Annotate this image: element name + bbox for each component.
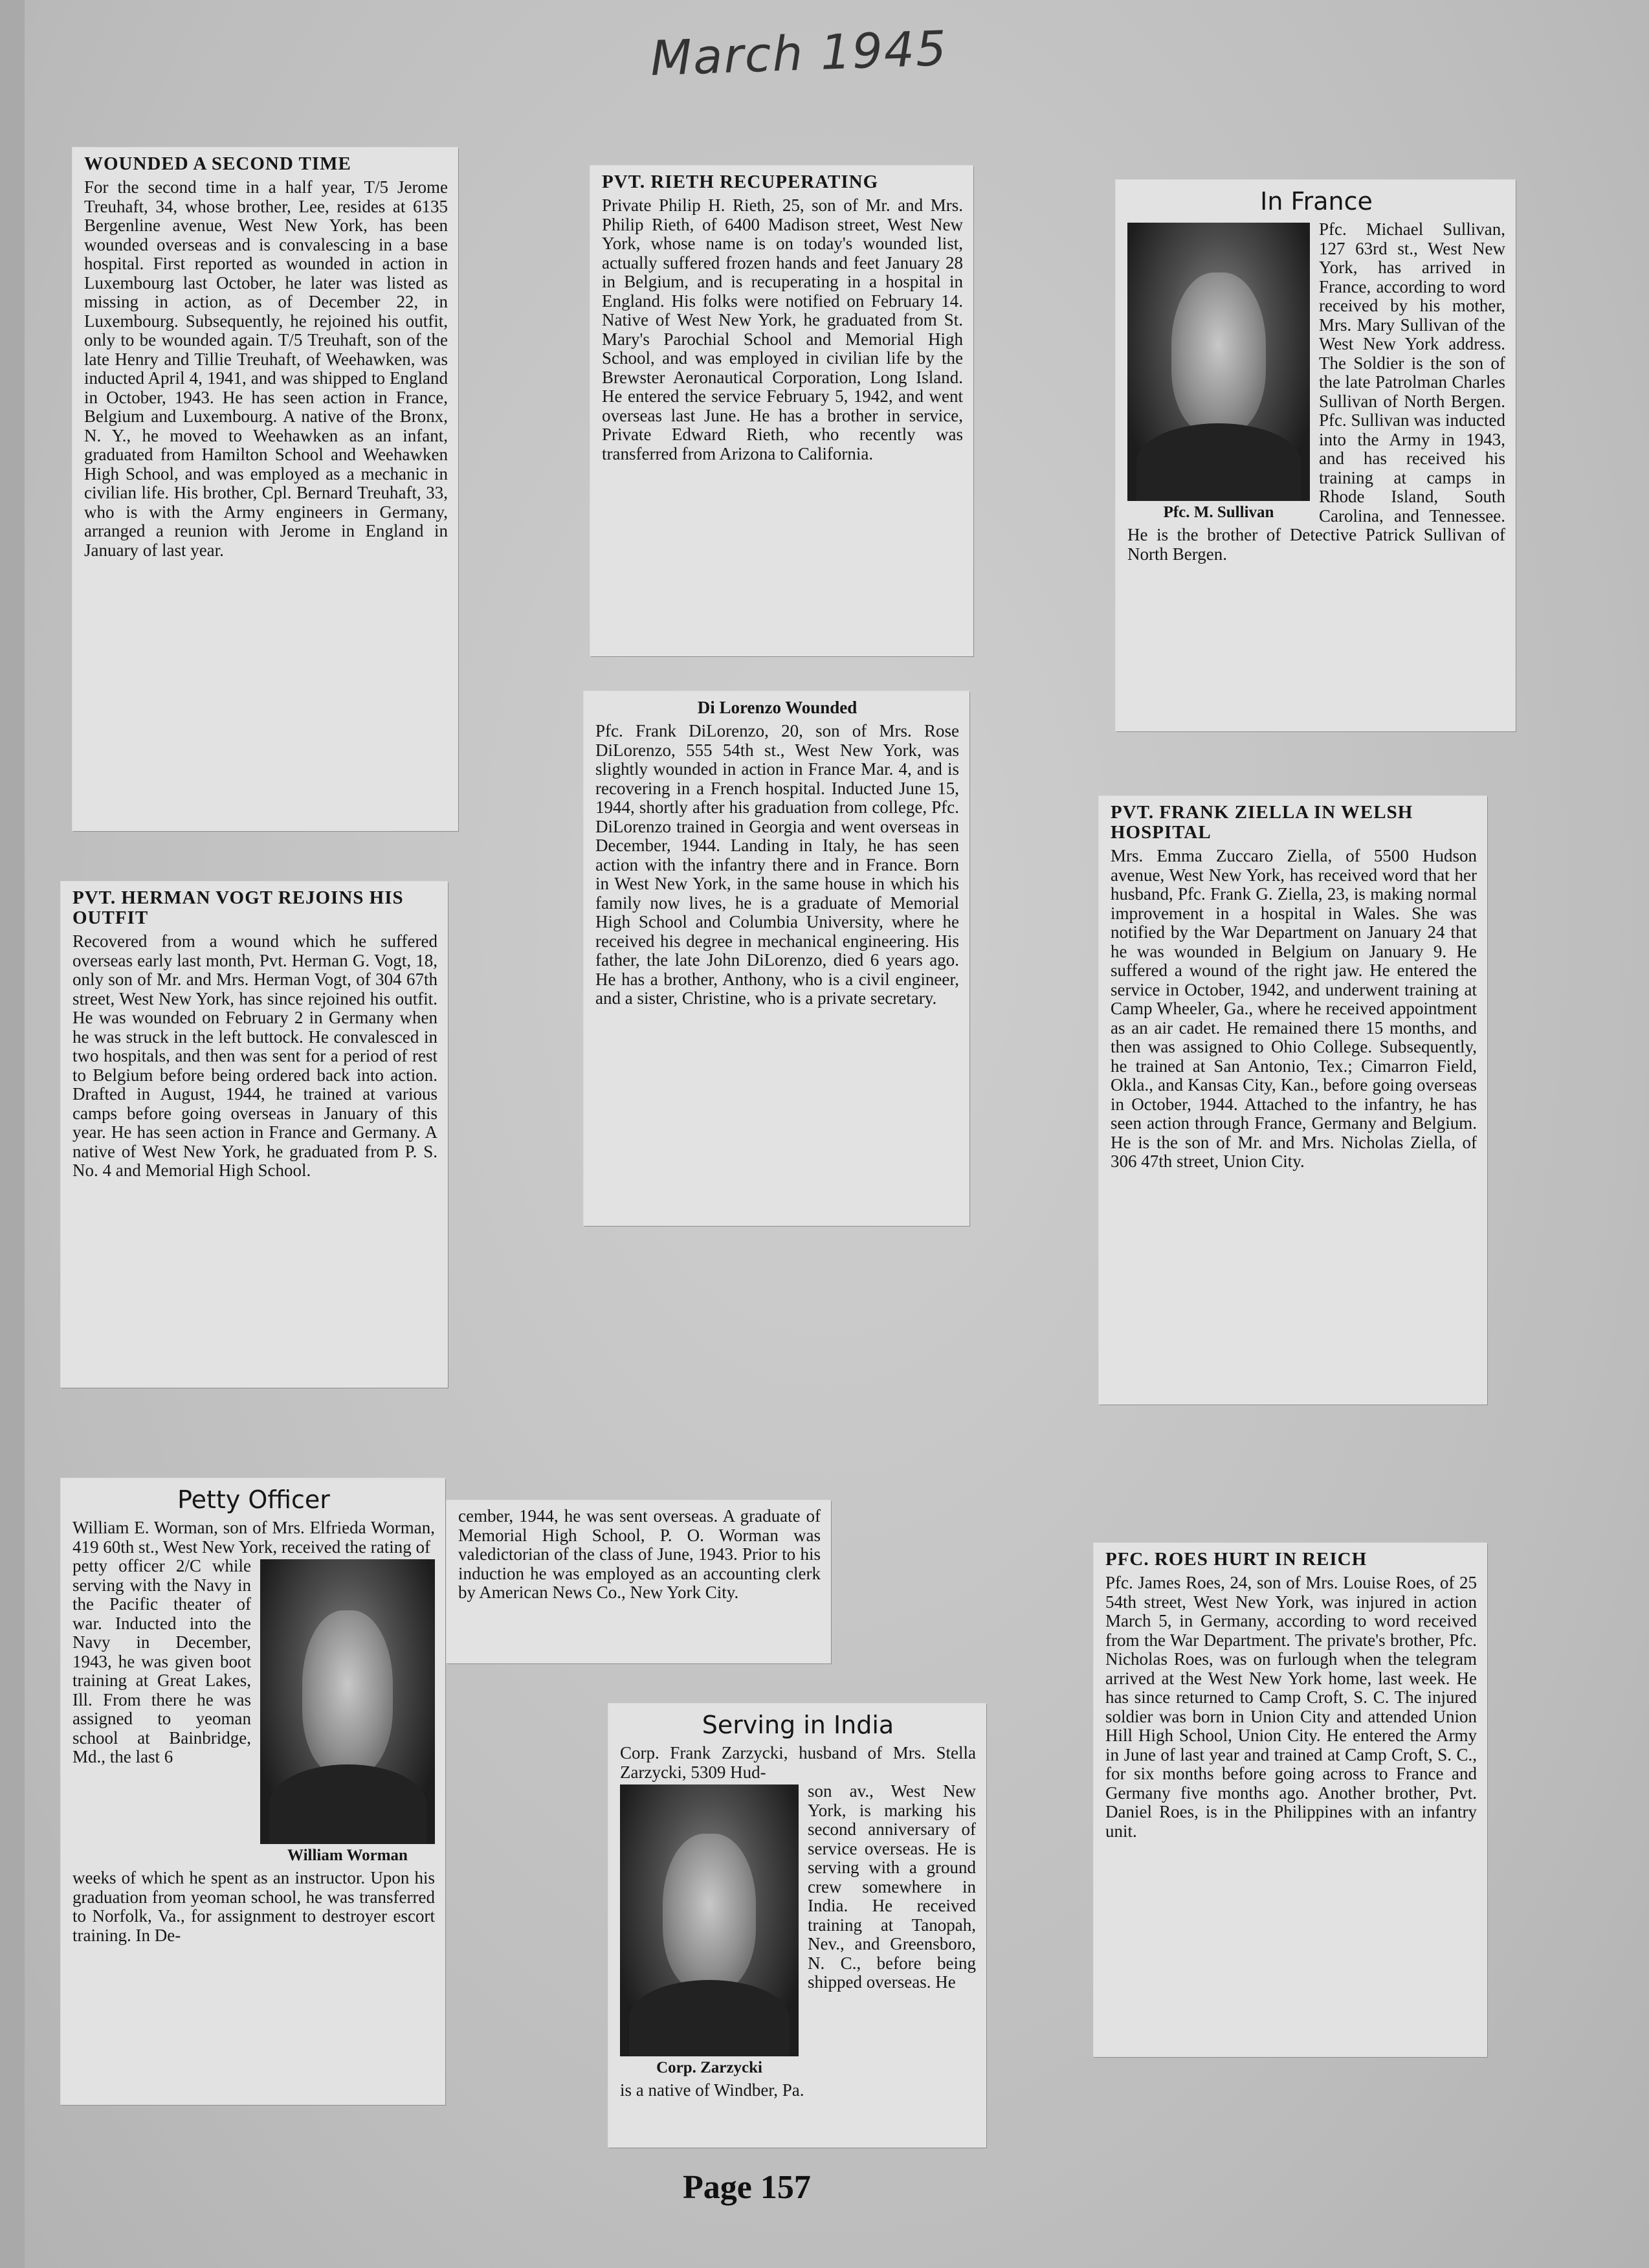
photo-frame: [1127, 223, 1310, 522]
clipping-headline: Petty Officer: [177, 1485, 330, 1514]
photo-caption: Pfc. M. Sullivan: [1163, 504, 1274, 521]
clipping-zarzycki: [608, 1704, 986, 2148]
portrait-photo: [1127, 223, 1310, 501]
clipping-body-intro: William E. Worman, son of Mrs. Elfrieda Worman, 419 60th st., West New York, received the rating of: [72, 1518, 435, 1557]
clipping-body-intro: Corp. Frank Zarzycki, husband of Mrs. Stella Zarzycki, 5309 Hud-: [620, 1743, 976, 1782]
photo-frame: [260, 1559, 435, 1865]
portrait-shoulders: [269, 1764, 426, 1844]
clipping-body: For the second time in a half year, T/5 Jerome Treuhaft, 34, whose brother, Lee, resides at 6135 Bergenline avenue, West New York, has been wounded overseas and is convalescing in a base hospital. First reported as wounded in action in Luxembourg last October, he later was listed as missing in action, as of December 22, in Luxembourg. Subsequently, he rejoined his outfit, only to be wounded again. T/5 Treuhaft, son of the late Henry and Tillie Treuhaft, of Weehawken, was inducted April 4, 1941, and was shipped to England in October, 1943. He has seen action in France, Belgium and Luxembourg. A native of the Bronx, N. Y., he moved to Weehawken as an infant, graduated from Hamilton School and Weehawken High School, and was employed as a mechanic in civilian life. His brother, Cpl. Bernard Treuhaft, 33, who is with the Army engineers in Germany, arranged a reunion with Jerome in England in January of last year.: [84, 177, 448, 560]
clipping-headline: In France: [1260, 187, 1373, 216]
scrapbook-page-edge: [0, 0, 25, 2268]
clipping-body: cember, 1944, he was sent overseas. A graduate of Memorial High School, P. O. Worman was valedictorian of the class of June, 1943. Prior to his induction he was employed as an accounting clerk by American News Co., New York City.: [458, 1506, 821, 1602]
clipping-headline: WOUNDED A SECOND TIME: [84, 153, 351, 174]
clipping-body-side: petty officer 2/C while serving with the Navy in the Pacific theater of war. Inducted into the Navy in December, 1943, he was given boot training at Great Lakes, Ill. From there he was assigned to yeoman school at Bainbridge, Md., the last 6: [72, 1556, 251, 1766]
clipping-headline: PFC. ROES HURT IN REICH: [1105, 1549, 1367, 1570]
portrait-face: [302, 1610, 393, 1775]
clipping-treuhaft: [72, 148, 458, 831]
clipping-body: Private Philip H. Rieth, 25, son of Mr. and Mrs. Philip Rieth, of 6400 Madison street, West New York, whose name is on today's wounded list, actually suffered frozen hands and feet January 28 in Belgium, and is recuperating in a hospital in England. His folks were notified on February 14. Native of West New York, he graduated from St. Mary's Parochial School and Memorial High School, and was employed in civilian life by the Brewster Aeronautical Corporation, Long Island. He entered the service February 5, 1942, and went overseas last June. He has a brother in service, Private Edward Rieth, who recently was transferred from Arizona to California.: [602, 195, 963, 463]
clipping-body-end: is a native of Windber, Pa.: [620, 2080, 804, 2100]
clipping-rieth: [590, 166, 973, 656]
handwritten-date: March 1945: [649, 21, 949, 87]
clipping-dilorenzo: [584, 691, 969, 1226]
photo-frame: [620, 1784, 799, 2077]
portrait-face: [663, 1834, 756, 1992]
portrait-face: [1171, 272, 1267, 434]
clipping-sullivan: [1116, 180, 1516, 731]
clipping-body: Pfc. Frank DiLorenzo, 20, son of Mrs. Rose DiLorenzo, 555 54th st., West New York, was slightly wounded in action in France Mar. 4, and is recovering in a French hospital. Inducted June 15, 1944, shortly after his graduation from college, Pfc. DiLorenzo trained in Georgia and went overseas in December, 1944. Landing in Italy, he has seen action with the infantry there and in France. Born in West New York, in the same house in which his family now lives, he is a graduate of Memorial High School and Columbia University, where he received his degree in mechanical engineering. His father, the late John DiLorenzo, died 6 years ago. He has a brother, Anthony, who is a civil engineer, and a sister, Christine, who is a private secretary.: [595, 721, 959, 1008]
clipping-body-side: son av., West New York, is marking his second anniversary of service overseas. He is serving with a ground crew somewhere in India. He received training at Tanopah, Nev., and Greensboro, N. C., before being shipped overseas. He: [808, 1781, 976, 1992]
clipping-headline: PVT. RIETH RECUPERATING: [602, 172, 879, 192]
clipping-worman: [61, 1478, 445, 2105]
clipping-roes: [1094, 1543, 1487, 2057]
photo-caption: William Worman: [287, 1847, 408, 1864]
page-number: Page 157: [683, 2169, 811, 2206]
photo-caption: Corp. Zarzycki: [656, 2059, 762, 2076]
clipping-body: Mrs. Emma Zuccaro Ziella, of 5500 Hudson avenue, West New York, has received word that her husband, Pfc. Frank G. Ziella, 23, is making normal improvement in a hospital in Wales. She was notified by the War Department on January 24 that he was wounded in Belgium on January 9. He suffered a wound of the right jaw. He entered the service in October, 1942, and underwent training at Camp Wheeler, Ga., where he received appointment as an air cadet. He remained there 15 months, and then was assigned to Ohio College. Subsequently, he trained at San Antonio, Tex.; Cimarron Field, Okla., and Kansas City, Kan., before going overseas in October, 1944. Attached to the infantry, he has seen action through France, Germany and Belgium. He is the son of Mr. and Mrs. Nicholas Ziella, of 306 47th street, Union City.: [1111, 846, 1477, 1171]
portrait-photo: [620, 1784, 799, 2056]
clipping-vogt: [61, 882, 448, 1388]
portrait-shoulders: [629, 1980, 790, 2056]
clipping-worman-continuation: [447, 1500, 831, 1663]
portrait-shoulders: [1136, 423, 1301, 501]
portrait-photo: [260, 1559, 435, 1844]
clipping-body-end: weeks of which he spent as an instructor. Upon his graduation from yeoman school, he was transferred to Norfolk, Va., for assignment to destroyer escort training. In De-: [72, 1868, 435, 1945]
clipping-body: Pfc. James Roes, 24, son of Mrs. Louise Roes, of 25 54th street, West New York, was injured in action March 5, in Germany, according to word received from the War Department. The private's brother, Pfc. Nicholas Roes, was on furlough when the telegram arrived at the West New York home, last week. He has since returned to Camp Croft, S. C. The injured soldier was born in Union City and attended Union Hill High School, Union City. He entered the Army in June of last year and trained at Camp Croft, S. C., for six months before going across to France and Germany five months ago. Another brother, Pvt. Daniel Roes, is in the Philippines with an infantry unit.: [1105, 1573, 1477, 1841]
clipping-headline: PVT. HERMAN VOGT REJOINS HIS OUTFIT: [72, 887, 404, 928]
clipping-ziella: [1099, 796, 1487, 1405]
clipping-headline: Serving in India: [702, 1711, 894, 1739]
clipping-body: Recovered from a wound which he suffered overseas early last month, Pvt. Herman G. Vogt, 18, only son of Mr. and Mrs. Herman Vogt, of 304 67th street, West New York, has since rejoined his outfit. He was wounded on February 2 in Germany when he was struck in the left buttock. He convalesced in two hospitals, and then was sent for a period of rest to Belgium before being ordered back into action. Drafted in August, 1944, he trained at various camps before going overseas in January of this year. He has seen action in France and Germany. A native of West New York, he graduated from P. S. No. 4 and Memorial High School.: [72, 931, 437, 1180]
clipping-body: Pfc. Michael Sullivan, 127 63rd st., West New York, has arrived in France, according to word received by his mother, Mrs. Mary Sullivan of the West New York address. The Soldier is the son of the late Patrolman Charles Sullivan of North Bergen. Pfc. Sullivan was inducted into the Army in 1943, and has received his training at camps in Rhode Island, South Carolina, and Tennessee. He is the brother of Detective Patrick Sullivan of North Bergen.: [1127, 219, 1505, 564]
clipping-headline: Di Lorenzo Wounded: [697, 698, 858, 717]
clipping-headline: PVT. FRANK ZIELLA IN WELSH HOSPITAL: [1111, 802, 1413, 843]
